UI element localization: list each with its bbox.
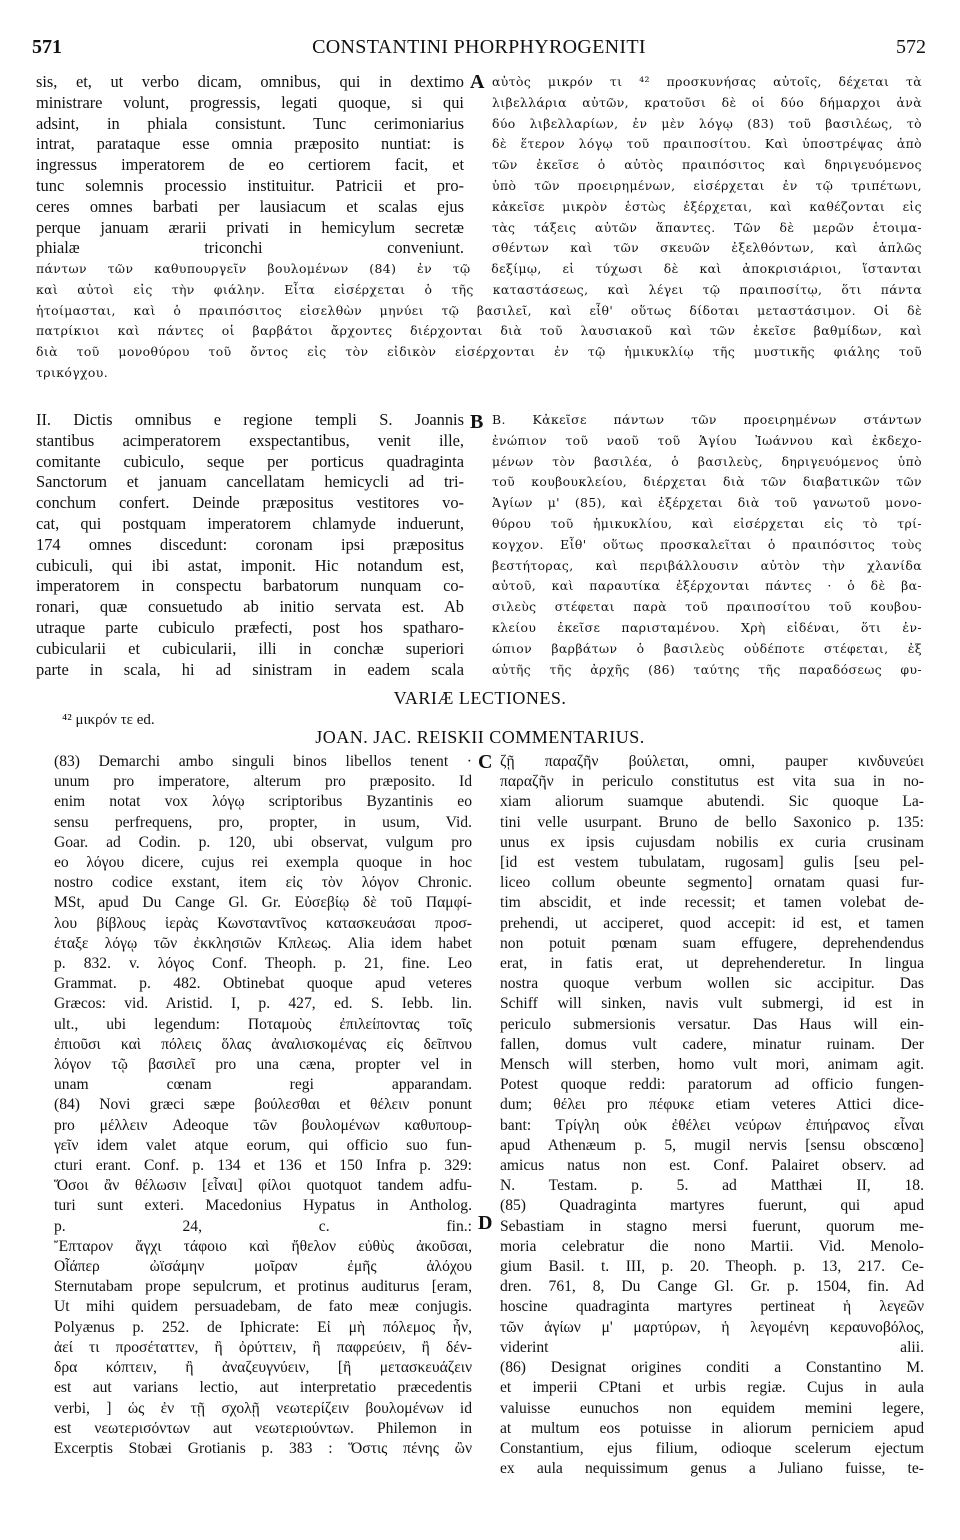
text-line: αὐτοῦ, καὶ παραυτίκα ἐξέρχονται πάντες · ὁ δὲ βα-: [492, 578, 922, 594]
text-line: ζῇ παραζῆν βούλεται, omni, pauper κινδυνεύει: [500, 753, 924, 770]
text-line: πατρίκιοι καὶ πάντες οἱ βαρβάτοι ἄρχοντες διέρχονται διὰ τοῦ λαυσιακοῦ καὶ τῶν ἐκεῖσε βαθμίδων, καὶ: [36, 323, 922, 339]
greek-full-width-end: [36, 363, 336, 384]
text-line: cubiculi, qui ibi astat, imponit. Hic notandum est,: [36, 555, 464, 575]
commentary-right-column: [500, 752, 924, 1479]
text-line: adsint, in phiala consistunt. Tunc cerimoniarius: [36, 113, 464, 133]
text-line: fallen, domus vult cadere, minatur ruinam. Der: [500, 1035, 924, 1053]
text-line: δρα κόπτειν, ἢ ἀναζευγνύειν, [ἢ μετασκευάζειν: [54, 1359, 472, 1377]
text-line: Goar. ad Codin. p. 120, ubi observat, vulgum pro: [54, 833, 472, 851]
text-line: Excerptis Stobæi Grotianis p. 383 : Ὅστις πένης ὢν: [54, 1439, 472, 1457]
text-line: ingressus imperatorem de eo certiorem facit, et: [36, 155, 464, 175]
text-line: ώπιον βαρβάτων ὁ βασιλεὺς οὐδέποτε στέφεται, ἐξ: [492, 640, 922, 656]
text-line: MSt, apud Du Cange Gl. Gr. Εὐσεβίῳ δὲ τοῦ Παμφί-: [54, 894, 472, 912]
text-line: cturi erant. Conf. p. 134 et 136 et 150 Infra p. 329:: [54, 1157, 472, 1175]
text-line: τῶν ἐκεῖσε ὁ αὐτὸς πραιπόσιτος καὶ δηριγευόμενος: [492, 157, 922, 173]
text-line: σθέντων καὶ τῶν σκευῶν ἐξελθόντων, καὶ ἁπλῶς: [492, 240, 922, 256]
text-line: ronari, quæ consuetudo ab initio servata est. Ab: [36, 597, 464, 617]
text-line: phialæ triconchi conveniunt.: [36, 238, 464, 258]
text-line: (85) Quadraginta martyres fuerunt, qui apud: [500, 1197, 924, 1215]
text-line: apud Athenæum p. 5, mugil nervis [sensu obscœno]: [500, 1136, 924, 1154]
text-line: αὐτῆς τῆς ἀρχῆς (86) ταύτης τῆς παραδόσεως φυ-: [492, 661, 922, 677]
text-line: πάντων τῶν καθυπουργεῖν βουλομένων (84) ἐν τῷ δεξίμῳ, εἰ τύχωσι δὲ καὶ ἀποκρισιάριοι, ἵστανται: [36, 261, 922, 276]
text-line: utraque parte cubiculo præfecti, post hos spatharo-: [36, 617, 464, 637]
text-line: eo λόγου dicere, cujus rei exempla quoque in hoc: [54, 854, 472, 872]
text-line: sensu perfrequens, pro, propter, in usum, Vid.: [54, 813, 472, 831]
text-line: intrat, parataque esse omnia præposito nuntiat: is: [36, 134, 464, 154]
variae-lectiones-heading: VARIÆ LECTIONES.: [393, 688, 567, 708]
text-line: γεῖν idem valet atque eorum, qui officio suo fun-: [54, 1136, 472, 1154]
greek-column-1: [492, 72, 922, 259]
text-line: verbi, ] ὡς ἐν τῇ σχολῇ νεωτερίζειν βουλομένων id: [54, 1399, 472, 1417]
text-line: δύο λιβελλαρίων, ἐν μὲν λόγῳ (83) τοῦ βασιλέως, τὸ: [492, 115, 922, 131]
text-line: ἐνώπιον τοῦ ναοῦ τοῦ Ἁγίου Ἰωάννου καὶ ἐκδεχο-: [492, 432, 922, 448]
text-line: ult., ubi legendum: Ποταμοὺς ἐπιλείποντας τοῖς: [54, 1015, 472, 1033]
margin-marker-d: D: [478, 1212, 493, 1234]
right-page-number: 572: [896, 36, 926, 58]
text-line: at multum eos potuisse in aliorum perniciem apud: [500, 1419, 924, 1437]
commentary-heading: JOAN. JAC. REISKII COMMENTARIUS.: [315, 727, 645, 747]
text-line: ἐπιοῦσι καὶ πόλεις ὅλας ἀναλισκομένας εἰς δεῖπνου: [54, 1035, 472, 1053]
text-line: βεστήτορας, καὶ περιβάλλουσιν αὐτὸν τὴν χλανίδα: [492, 557, 922, 573]
text-line: τοῦ κουβουκλείου, διέρχεται διὰ τῶν διαβατικῶν τῶν: [492, 474, 922, 490]
text-line: ex aula nequissimum genus a Juliano fuisse, te-: [500, 1460, 924, 1478]
text-line: Constantium, ejus filium, odioque scelerum ejectum: [500, 1439, 924, 1457]
text-line: (86) Designat origines conditi a Constantino M.: [500, 1359, 924, 1377]
text-line: ἡτοίμασται, καὶ ὁ πραιπόσιτος εἰσελθὼν μηνύει τῷ βασιλεῖ, καὶ εἶθ' οὕτως δίδοται μεταστάσιμον. Οἱ δὲ: [36, 302, 922, 318]
text-line: dum; θέλει pro πέφυκε etiam veteres Attici dice-: [500, 1096, 924, 1114]
text-line: valuisse eunuchos non equidem memini legere,: [500, 1399, 924, 1417]
text-line: periculo submersionis versatur. Das Haus will ein-: [500, 1015, 924, 1033]
text-line: est aut varians lectio, aut interpretatio præcedentis: [54, 1379, 472, 1397]
text-line: ceres omnes barbati per lausiacum et scalas ejus: [36, 196, 464, 216]
margin-marker-c: C: [478, 751, 493, 773]
text-line: stantibus acimperatorem exspectantibus, venit ille,: [36, 430, 464, 450]
text-line: τὰς τάξεις αὐτῶν ἅπαντες. Τῶν δὲ μερῶν ἑτοιμα-: [492, 219, 922, 235]
variant-note: ⁴² μικρόν τε ed.: [62, 712, 155, 728]
text-line: 174 omnes discedunt: coronam ipsi præpositus: [36, 534, 464, 554]
text-line: prehendi, ut acciperet, quod accepit: id est, et tamen: [500, 914, 924, 932]
text-line: hoscine quadraginta martyres pertineat ἡ λεγεῶν: [500, 1298, 924, 1316]
text-line: ὑπὸ τῶν προειρημένων, εἰσέρχεται ἐν τῷ τριπέτωνι,: [492, 177, 922, 193]
running-header: [32, 36, 926, 60]
text-line: καὶ αὐτοὶ εἰς τὴν φιάλην. Εἶτα εἰσέρχεται ὁ τῆς καταστάσεως, καὶ λέγει τῷ πραιποσίτῳ, ὅτι πάντα: [36, 281, 922, 297]
text-line: turi sunt exteri. Macedonius Hypatus in Antholog.: [54, 1197, 472, 1215]
latin-column-2: [36, 410, 464, 680]
text-line: cat, qui postquam imperatorem chlamyde induerunt,: [36, 513, 464, 533]
greek-full-width: [36, 259, 922, 363]
text-line: Polyænus p. 252. de Iphicrate: Εἰ μὴ πόλεμος ἦν,: [54, 1318, 472, 1336]
text-line: p. 832. v. λόγος Conf. Theoph. p. 21, fine. Leo: [54, 955, 472, 973]
text-line: II. Dictis omnibus e regione templi S. Joannis: [36, 410, 464, 429]
text-line: parte in scala, hi ad sinistram in eadem scala: [36, 659, 464, 679]
text-line: (83) Demarchi ambo singuli binos libellos tenent ·: [54, 753, 472, 770]
text-line: dren. 761, 8, Du Cange Gl. Gr. p. 1504, fin. Ad: [500, 1278, 924, 1296]
text-line: λόγον τῷ βασιλεῖ pro una cæna, propter vel in: [54, 1056, 472, 1074]
text-line: et imperii CPtani et urbis regiæ. Cujus in aula: [500, 1379, 924, 1397]
text-line: Ἁγίων μ' (85), καὶ ἐξέρχεται διὰ τοῦ γανωτοῦ μονο-: [492, 495, 922, 511]
text-line: Græcos: vid. Aristid. I, p. 427, ed. S. Iebb. lin.: [54, 995, 472, 1013]
text-line: tini velle usurpant. Bruno de bello Saxonico p. 135:: [500, 813, 924, 831]
text-line: imperatorem in conspectu barbatorum nunquam co-: [36, 576, 464, 596]
latin-column-1: [36, 72, 464, 259]
text-line: nostra quoque verbum wollen sic accipitur. Das: [500, 975, 924, 993]
text-line: bant: Τρίγλη οὐκ ἐθέλει νεύρων ἐπιήρανος εἶναι: [500, 1116, 924, 1134]
text-line: unus ex ipsis cujusdam nobilis ex curia crusinam: [500, 833, 924, 851]
text-line: (84) Novi græci sæpe βούλεσθαι et θέλειν ponunt: [54, 1096, 472, 1114]
text-line: cubicularii et cubicularii, illi in conchæ superiori: [36, 638, 464, 658]
text-line: conchum confert. Deinde præpositus vestitores vo-: [36, 493, 464, 513]
text-line: Οἷάπερ ὠϊσάμην μοῖραν ἐμῆς ἀλόχου: [54, 1258, 472, 1276]
running-title: CONSTANTINI PHORPHYROGENITI: [312, 36, 646, 58]
text-line: comitante cubiculo, seque per porticus quadraginta: [36, 451, 464, 471]
text-line: gium Basil. t. III, p. 20. Theoph. p. 13, 217. Ce-: [500, 1258, 924, 1276]
margin-marker-b: B: [470, 411, 484, 433]
text-line: λιβελλάρια αὐτῶν, κρατοῦσι δὲ οἱ δύο δήμαρχοι ἀνὰ: [492, 94, 922, 110]
text-line: τῶν ἁγίων μ' μαρτύρων, ἡ λεγομένη κεραυνοβόλος,: [500, 1318, 924, 1336]
text-line: Sebastiam in stagno mersi fuerunt, quorum me-: [500, 1217, 924, 1235]
text-line: έταξε λόγῳ τῶν ἐκκλησιῶν Κπλεως. Alia idem habet: [54, 934, 472, 952]
text-line: παραζῆν in periculo constitutus est vita sua in no-: [500, 773, 924, 791]
text-line: amicus natus non est. Conf. Palairet observ. ad: [500, 1157, 924, 1175]
text-line: non potuit pœnam suam effugere, deprehendendus: [500, 934, 924, 952]
text-line: ἀεί τι προσέταττεν, ἢ ὀρύττειν, ἢ παφρεύειν, ἢ δέν-: [54, 1338, 472, 1356]
text-line: Β. Κἀκεῖσε πάντων τῶν προειρημένων στάντων: [492, 412, 922, 427]
text-line: σιλεὺς στέφεται παρὰ τοῦ πραιποσίτου τοῦ κουβου-: [492, 599, 922, 615]
greek-column-2: [492, 410, 922, 680]
text-line: Schiff will sinken, navis vult submergi, id est in: [500, 995, 924, 1013]
text-line: liceo collum obeunte segmento] ornatam quasi fur-: [500, 874, 924, 892]
left-page-number: 571: [32, 36, 62, 58]
text-line: p. 24, c. fin.:: [54, 1217, 472, 1235]
text-line: nostro codice exstant, item εἰς τὸν λόγον Chronic.: [54, 874, 472, 892]
text-line: Ut mihi quidem persuadebam, de fato meæ conjugis.: [54, 1298, 472, 1316]
text-line: sis, et, ut verbo dicam, omnibus, qui in dextimo: [36, 72, 464, 91]
text-line: θύρου τοῦ ἡμικυκλίου, καὶ εἰσέρχεται εἰς τὸ τρί-: [492, 515, 922, 531]
text-line: enim notat vox λόγῳ scriptoribus Byzantinis eo: [54, 793, 472, 811]
text-line: Potest quoque reddi: paratorum ad officio fungen-: [500, 1076, 924, 1094]
text-line: κλείου ἐκεῖσε παρισταμένου. Χρὴ εἰδέναι, ὅτι ἐν-: [492, 619, 922, 635]
text-line: pro μέλλειν Adeoque τῶν βουλομένων καθυπουρ-: [54, 1116, 472, 1134]
text-line: tim abscidit, et inde recessit; et tamen volebat de-: [500, 894, 924, 912]
text-line: xiam aliorum suamque abutendi. Sic quoque La-: [500, 793, 924, 811]
margin-marker-a: A: [470, 71, 485, 93]
text-line: κογχον. Εἶθ' οὕτως προσκαλεῖται ὁ πραιπόσιτος τοὺς: [492, 536, 922, 552]
text-line: tunc solemnis processio instituitur. Patricii et pro-: [36, 175, 464, 195]
text-line: μένων τὸν βασιλέα, ὁ βασιλεὺς, δηριγευόμενος ὑπὸ: [492, 453, 922, 469]
text-line: Ἔπταρον ἄγχι τάφοιο καὶ ἤθελον εὐθὺς ἀκοῦσαι,: [54, 1237, 472, 1255]
commentary-left-column: [54, 752, 472, 1459]
text-line: Grammat. p. 482. Obtinebat quoque apud veteres: [54, 975, 472, 993]
text-line: [id est vestem tubulatam, rugosam] gulis [seu pel-: [500, 854, 924, 872]
text-line: Ὅσοι ἂν θέλωσιν [εἶναι] φίλοι quotquot tandem adfu-: [54, 1177, 472, 1195]
text-line: ministrare volunt, progressis, legati quoque, si qui: [36, 92, 464, 112]
text-line: Sanctorum et januam cancellatam hemicycli ad tri-: [36, 472, 464, 492]
text-line: αὐτὸς μικρόν τι ⁴² προσκυνήσας αὐτοῖς, δέχεται τὰ: [492, 74, 922, 89]
text-line: τρικόγχου.: [36, 365, 109, 380]
text-line: unum pro imperatore, alterum pro præposito. Id: [54, 773, 472, 791]
text-line: N. Testam. p. 5. ad Matthæi II, 18.: [500, 1177, 924, 1195]
text-line: erat, in fatis erat, ut deprehenderetur. In lingua: [500, 955, 924, 973]
text-line: viderint alii.: [500, 1338, 924, 1356]
text-line: Sternutabam prope sepulcrum, et protinus auditurus [eram,: [54, 1278, 472, 1296]
text-line: δὲ ἕτερον λόγῳ τοῦ πραιποσίτου. Καὶ ὑποστρέψας ἀπὸ: [492, 136, 922, 152]
text-line: perque januam ærarii privati in hemicylum secretæ: [36, 217, 464, 237]
text-line: est νεωτερισόντων aut νεωτεριούντων. Philemon in: [54, 1419, 472, 1437]
text-line: κἀκεῖσε μικρὸν ἑστὼς ἐξέρχεται, καὶ καθέζονται εἰς: [492, 198, 922, 214]
text-line: λου βίβλους ἱερὰς Κωνσταντῖνος κατασκευάσαι προσ-: [54, 914, 472, 932]
text-line: moria celebratur die nono Martii. Vid. Menolo-: [500, 1237, 924, 1255]
text-line: Mensch will sterben, homo vult mori, animam agit.: [500, 1056, 924, 1074]
text-line: unam cœnam regi apparandam.: [54, 1076, 472, 1094]
text-line: διὰ τοῦ μονοθύρου τοῦ ὄντος εἰς τὸν εἰδικὸν εἰσέρχονται ἐν τῷ ἡμικυκλίῳ τῆς μυστικῆς φιάλης τοῦ: [36, 344, 922, 360]
